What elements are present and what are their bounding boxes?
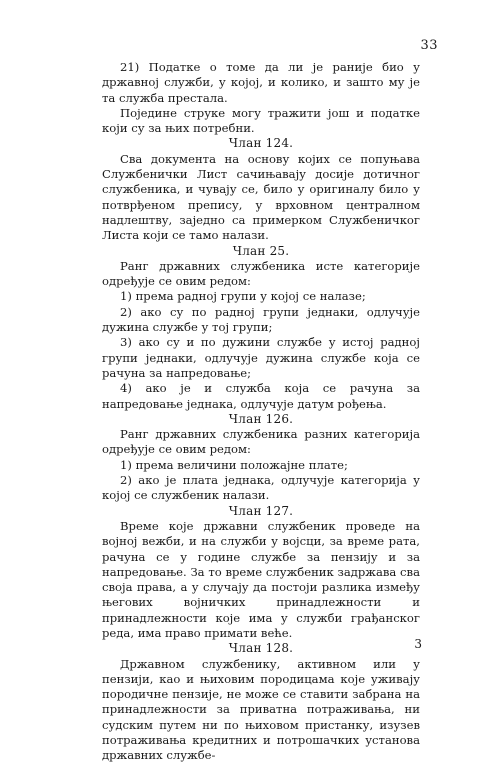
paragraph: Сва документа на основу којих се попуњава Службенички Лист сачињавају досије дотичног службеника, и чувају се, било у оригиналу било у потврђеном препису, у врховном централном надлештву, заједно са примерком Службеничког Листа који се тамо налази. — [102, 151, 420, 243]
page-number: 33 — [420, 38, 438, 53]
paragraph: Државном службенику, активном или у пензији, као и њиховим породицама које уживају породичне пензије, не може се ставити забрана на принадлежности за приватна потраживања, ни судским путем ни по њиховом пристанку, изузев потраживања кредитних и потрошачких установа државних службе- — [102, 656, 420, 763]
paragraph: 21) Податке о томе да ли је раније био у државној служби, у којој, и колико, и зашто му је та служба престала. — [102, 60, 420, 105]
paragraph: Поједине струке могу тражити још и податке који су за њих потребни. — [102, 105, 420, 136]
list-item: 2) ако је плата једнака, одлучује категорија у којој се службеник налази. — [102, 473, 420, 503]
signature-mark: 3 — [414, 637, 422, 651]
page-body — [102, 60, 420, 764]
list-item: 3) ако су и по дужини службе у истој радној групи једнаки, одлучује дужина службе која се рачуна за напредовање; — [102, 335, 420, 380]
list-item: 2) ако су по радној групи једнаки, одлучује дужина службе у тој групи; — [102, 304, 420, 335]
article-heading: Члан 124. — [228, 136, 294, 151]
article-heading: Члан 127. — [228, 503, 294, 518]
paragraph: Време које државни службеник проведе на војној вежби, и на служби у војсци, за време рата, рачуна се у године службе за пензију и за напредовање. За то време службеник задржава сва своја права, а у случају да постоји разлика између његових војничких принадлежности и принадлежности које има у служби грађанског реда, има право примати веће. — [102, 518, 420, 640]
paragraph: Ранг државних службеника разних категорија одређује се овим редом: — [102, 427, 420, 457]
article-heading: Члан 128. — [228, 641, 294, 656]
article-heading: Члан 25. — [232, 243, 290, 258]
paragraph: Ранг државних службеника исте категорије одређује се овим редом: — [102, 258, 420, 289]
article-heading: Члан 126. — [228, 411, 294, 426]
list-item: 4) ако је и служба која се рачуна за напредовање једнака, одлучује датум рођења. — [102, 381, 420, 411]
list-item: 1) према радној групи у којој се налазе; — [120, 289, 366, 304]
list-item: 1) према величини положајне плате; — [120, 457, 348, 472]
